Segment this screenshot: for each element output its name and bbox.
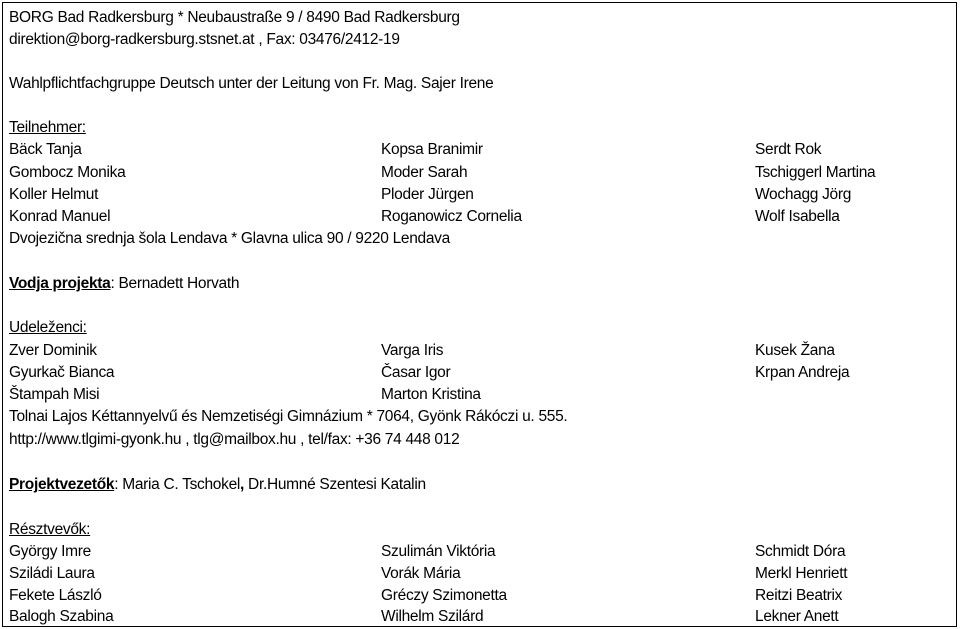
participant-hu-2-1: Sziládi Laura xyxy=(9,565,95,582)
participant-hu-2-2: Vorák Mária xyxy=(381,565,461,582)
school-at-name: BORG Bad Radkersburg * Neubaustraße 9 / 8490 Bad Radkersburg xyxy=(9,9,460,26)
participant-si-2-3: Krpan Andreja xyxy=(755,364,850,381)
document-frame xyxy=(2,2,957,627)
school-si-leader-name: Bernadett Horvath xyxy=(114,275,240,292)
participant-si-2-2: Časar Igor xyxy=(381,364,451,381)
participant-hu-1-2: Szulimán Viktória xyxy=(381,543,496,560)
school-hu-leaders xyxy=(9,475,426,495)
school-hu-name: Tolnai Lajos Kéttannyelvű és Nemzetiségi Gimnázium * 7064, Gyönk Rákóczi u. 555. xyxy=(9,408,568,425)
participant-si-1-3: Kusek Žana xyxy=(755,342,835,359)
participant-at-4-2: Roganowicz Cornelia xyxy=(381,208,522,225)
school-si-name: Dvojezična srednja šola Lendava * Glavna ulica 90 / 9220 Lendava xyxy=(9,230,450,247)
school-hu-participants-heading: Résztvevők: xyxy=(9,521,91,538)
participant-hu-4-1: Balogh Szabina xyxy=(9,608,114,625)
participant-at-1-1: Bäck Tanja xyxy=(9,141,82,158)
participant-hu-3-3: Reitzi Beatrix xyxy=(755,587,843,604)
participant-at-2-3: Tschiggerl Martina xyxy=(755,164,876,181)
participant-at-3-3: Wochagg Jörg xyxy=(755,186,852,203)
school-at-participants-heading: Teilnehmer: xyxy=(9,119,86,136)
participant-si-2-1: Gyurkač Bianca xyxy=(9,364,115,381)
school-si-leader xyxy=(9,274,239,294)
school-at-contact: direktion@borg-radkersburg.stsnet.at , Fax: 03476/2412-19 xyxy=(9,31,400,48)
participant-at-3-2: Ploder Jürgen xyxy=(381,186,474,203)
participant-at-4-3: Wolf Isabella xyxy=(755,208,840,225)
participant-at-3-1: Koller Helmut xyxy=(9,186,99,203)
participant-at-1-2: Kopsa Branimir xyxy=(381,141,483,158)
school-hu-contact: http://www.tlgimi-gyonk.hu , tlg@mailbox.hu , tel/fax: +36 74 448 012 xyxy=(9,431,460,448)
participant-hu-1-1: György Imre xyxy=(9,543,91,560)
participant-hu-3-1: Fekete László xyxy=(9,587,102,604)
school-hu-leader-label: Projektvezetők xyxy=(9,476,115,493)
school-si-participants-heading: Udeleženci: xyxy=(9,319,87,336)
school-si-leader-label: Vodja projekta xyxy=(9,275,111,292)
participant-hu-4-2: Wilhelm Szilárd xyxy=(381,608,484,625)
participant-hu-2-3: Merkl Henriett xyxy=(755,565,848,582)
participant-hu-3-2: Gréczy Szimonetta xyxy=(381,587,507,604)
participant-hu-1-3: Schmidt Dóra xyxy=(755,543,846,560)
school-hu-leader-comma: , xyxy=(240,476,245,493)
school-si-leader-sep: : xyxy=(110,275,115,292)
participant-at-2-2: Moder Sarah xyxy=(381,164,468,181)
participant-si-1-2: Varga Iris xyxy=(381,342,444,359)
school-hu-leader-names-b: Dr.Humné Szentesi Katalin xyxy=(244,476,426,493)
school-hu-leader-names-a: : Maria C. Tschokel xyxy=(114,476,241,493)
participant-si-3-1: Štampah Misi xyxy=(9,386,100,403)
participant-at-2-1: Gombocz Monika xyxy=(9,164,126,181)
participant-si-3-2: Marton Kristina xyxy=(381,386,481,403)
participant-hu-4-3: Lekner Anett xyxy=(755,608,839,625)
participant-at-1-3: Serdt Rok xyxy=(755,141,822,158)
participant-si-1-1: Zver Dominik xyxy=(9,342,97,359)
school-at-group: Wahlpflichtfachgruppe Deutsch unter der Leitung von Fr. Mag. Sajer Irene xyxy=(9,75,494,92)
participant-at-4-1: Konrad Manuel xyxy=(9,208,111,225)
